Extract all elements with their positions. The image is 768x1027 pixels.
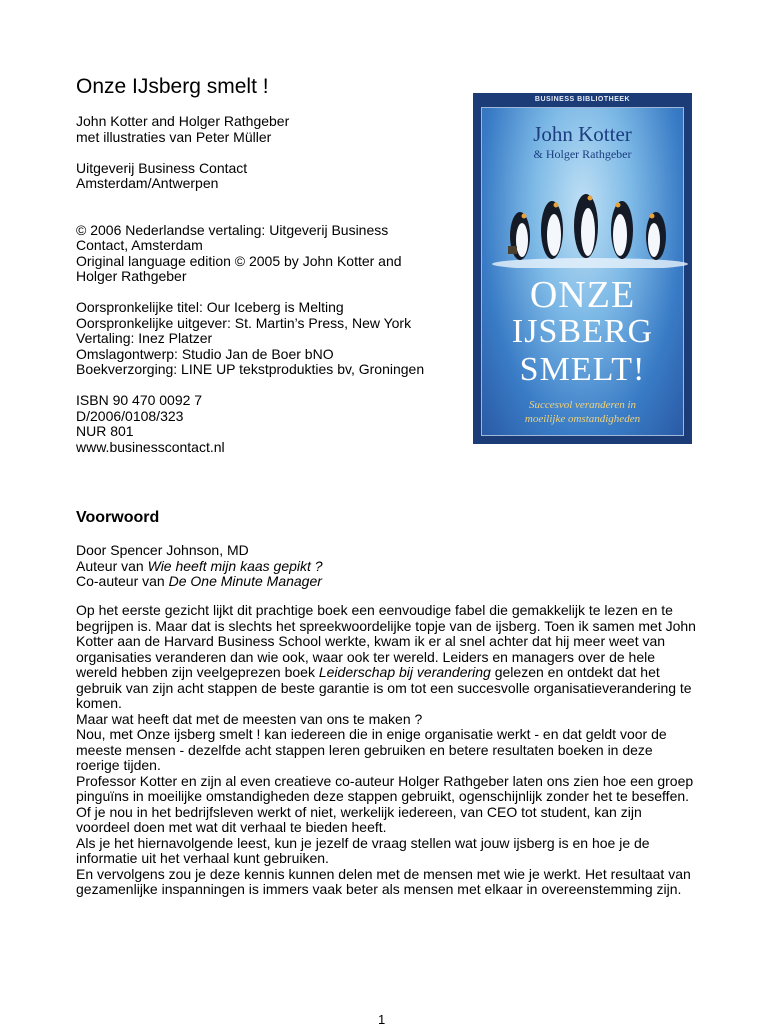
cover-subtitle-line: moeilijke omstandigheden	[524, 413, 641, 425]
page-title: Onze IJsberg smelt !	[76, 75, 269, 98]
credit-line: Vertaling: Inez Platzer	[76, 330, 213, 346]
book-metadata	[76, 114, 476, 455]
credit-line: Omslagontwerp: Studio Jan de Boer bNO	[76, 345, 334, 362]
paragraph: Of je nou in het bedrijfsleven werkt of niet, werkelijk iedereen, van CEO tot student, kan zijn voordeel doen met wat dit verhaal te bieden heeft.	[76, 803, 642, 835]
author-of-line: Auteur van Wie heeft mijn kaas gepikt ?	[76, 557, 323, 574]
foreword-body	[76, 603, 696, 898]
website-link: www.businesscontact.nl	[76, 438, 225, 455]
cover-title-line: IJSBERG	[511, 313, 654, 350]
paragraph: Maar wat heeft dat met de meesten van ons te maken ?	[76, 710, 423, 727]
credit-line: Oorspronkelijke uitgever: St. Martin’s Press, New York	[76, 314, 412, 331]
identifier-line: NUR 801	[76, 423, 134, 439]
cover-author: John Kotter	[533, 122, 632, 146]
paragraph: Op het eerste gezicht lijkt dit prachtige boek een eenvoudige fabel die gemakkelijk te lezen en te begrijpen is. Maar dat is slechts het spreekwoordelijke topje van de ijsberg. Toen ik samen met John Kotter aan de Harvard Business School werkte, kwam ik er al snel achter dat hij meer weet van organisaties veranderen dan wie ook, waar ook ter wereld. Leiders en managers over de hele wereld hebben zijn veelgeprezen boek Leiderschap bij verandering gelezen en ontdekt dat het gebruik van zijn acht stappen de beste garantie is om tot een succesvolle organisatieverandering te komen.	[76, 602, 696, 711]
cover-subtitle-line: Succesvol veranderen in	[528, 399, 637, 411]
cover-subtitle	[482, 398, 683, 426]
authors: John Kotter and Holger Rathgeber	[76, 113, 290, 129]
copyright-line: Original language edition © 2005 by John Kotter and	[76, 252, 402, 269]
page-number: 1	[378, 1012, 386, 1027]
section-heading: Voorwoord	[76, 509, 160, 526]
credit-line: Boekverzorging: LINE UP tekstprodukties bv, Groningen	[76, 361, 425, 377]
identifier-line: D/2006/0108/323	[76, 407, 184, 424]
cover-title-line: SMELT!	[519, 351, 646, 388]
cover-banner: BUSINESS BIBLIOTHEEK	[534, 96, 631, 103]
cover-artwork	[481, 107, 684, 436]
paragraph: Professor Kotter en zijn al even creatieve co-auteur Holger Rathgeber laten ons zien hoe een groep pinguïns in moeilijke omstandigheden deze stappen gebruikt, ogenschijnlijk zonder het te beseffen.	[76, 772, 694, 804]
publisher-city: Amsterdam/Antwerpen	[76, 175, 219, 191]
coauthor-of-line: Co-auteur van De One Minute Manager	[76, 573, 322, 589]
cover-title-line: ONZE	[529, 274, 636, 316]
foreword-intro	[76, 543, 696, 590]
publisher: Uitgeverij Business Contact	[76, 159, 248, 176]
book-cover-image	[473, 93, 692, 444]
paragraph: Nou, met Onze ijsberg smelt ! kan iedereen die in enige organisatie werkt - en dat geldt voor de meeste mensen - dezelfde acht stappen leren gebruiken en betere resultaten boeken in deze roerige tijden.	[76, 726, 667, 773]
penguins-illustration	[490, 178, 690, 268]
byline: Door Spencer Johnson, MD	[76, 542, 249, 558]
copyright-line: © 2006 Nederlandse vertaling: Uitgeverij Business	[76, 221, 389, 238]
credit-line: Oorspronkelijke titel: Our Iceberg is Melting	[76, 299, 344, 315]
paragraph: En vervolgens zou je deze kennis kunnen delen met de mensen met wie je werkt. Het resultaat van gezamenlijke inspanningen is immers vaak beter als mensen met elkaar in overeenstemming zijn.	[76, 865, 691, 897]
identifier-line: ISBN 90 470 0092 7	[76, 392, 203, 408]
paragraph: Als je het hiernavolgende leest, kun je jezelf de vraag stellen wat jouw ijsberg is en hoe je de informatie uit het verhaal kunt gebruiken.	[76, 834, 650, 866]
cover-coauthor: & Holger Rathgeber	[533, 147, 632, 161]
copyright-line: Contact, Amsterdam	[76, 237, 203, 253]
copyright-line: Holger Rathgeber	[76, 268, 187, 284]
illustrations: met illustraties van Peter Müller	[76, 128, 272, 145]
